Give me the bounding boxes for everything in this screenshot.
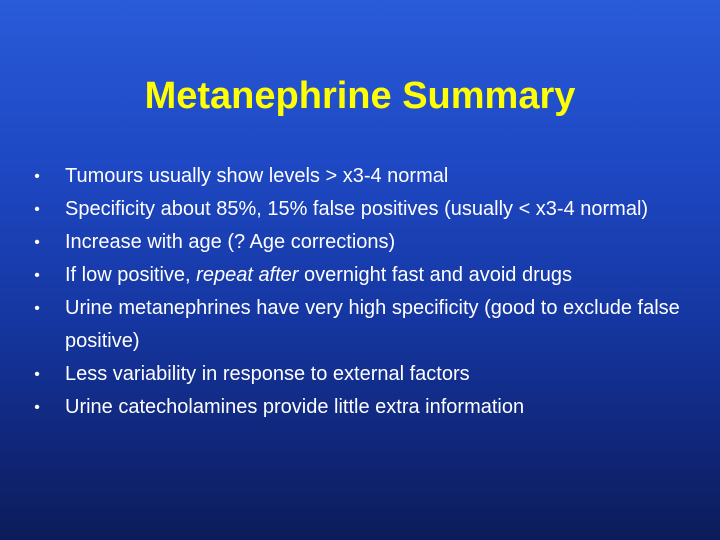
bullet-emphasis: repeat after [196, 264, 299, 286]
bullet-dot-icon: • [34, 234, 40, 251]
bullet-segment: Urine metanephrines have very high specificity (good to exclude false positive) [65, 297, 680, 352]
bullet-list [30, 160, 700, 424]
bullet-text [65, 198, 648, 220]
bullet-dot-icon: • [34, 267, 40, 284]
bullet-dot-icon: • [34, 399, 40, 416]
bullet-dot-icon: • [34, 201, 40, 218]
bullet-item [30, 193, 700, 226]
bullet-segment: Specificity about 85%, 15% false positives (usually < x3-4 normal) [65, 198, 649, 220]
bullet-dot-icon: • [34, 168, 40, 185]
bullet-item [30, 391, 700, 424]
bullet-segment: If low positive, [65, 264, 197, 286]
bullet-dot-icon: • [34, 366, 40, 383]
bullet-item [30, 160, 700, 193]
bullet-segment: Tumours usually show levels > x3-4 normal [65, 165, 449, 187]
bullet-item [30, 358, 700, 391]
slide-title: Metanephrine Summary [144, 75, 576, 117]
bullet-item [30, 226, 700, 259]
bullet-text [65, 297, 680, 352]
bullet-segment: Increase with age (? Age corrections) [65, 231, 396, 253]
bullet-text [65, 264, 572, 286]
bullet-segment: overnight fast and avoid drugs [298, 264, 572, 286]
bullet-item [30, 292, 700, 358]
bullet-item [30, 259, 700, 292]
bullet-text [65, 165, 448, 187]
bullet-segment: Urine catecholamines provide little extra information [65, 396, 525, 418]
bullet-text [65, 363, 470, 385]
bullet-segment: Less variability in response to external factors [65, 363, 470, 385]
bullet-dot-icon: • [34, 300, 40, 317]
bullet-text [65, 231, 395, 253]
bullet-text [65, 396, 524, 418]
